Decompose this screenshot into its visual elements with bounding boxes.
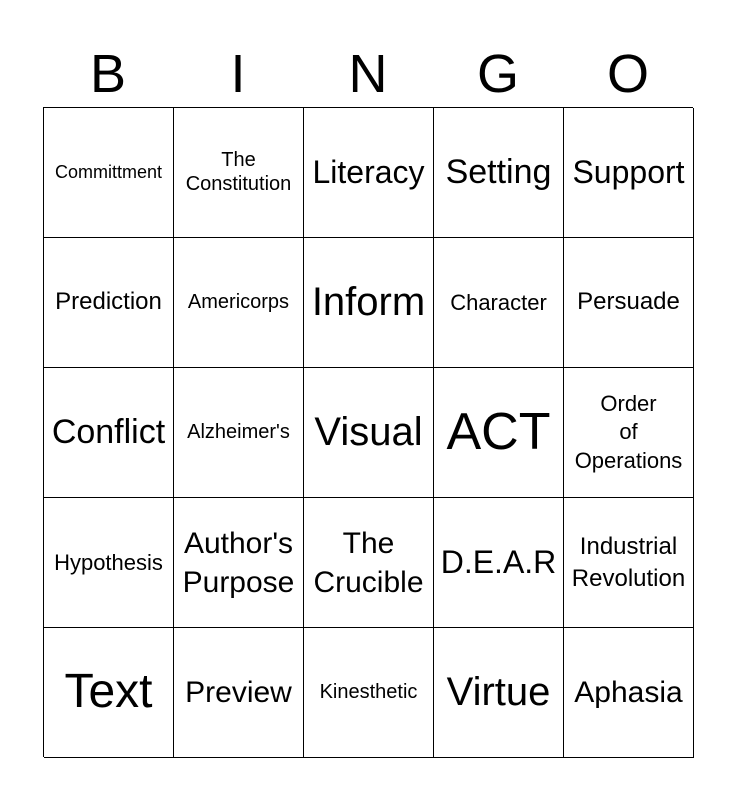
bingo-cell[interactable] xyxy=(304,628,434,758)
bingo-cell[interactable] xyxy=(564,628,694,758)
bingo-cell[interactable] xyxy=(304,368,434,498)
bingo-cell[interactable] xyxy=(434,628,564,758)
bingo-cell[interactable] xyxy=(174,628,304,758)
cell-label: The Crucible xyxy=(313,526,424,599)
bingo-cell[interactable] xyxy=(44,368,174,498)
bingo-cell[interactable] xyxy=(174,108,304,238)
cell-label: Persuade xyxy=(577,288,680,316)
cell-label: The Constitution xyxy=(185,148,292,195)
bingo-cell[interactable] xyxy=(434,108,564,238)
bingo-cell[interactable] xyxy=(304,238,434,368)
bingo-cell[interactable] xyxy=(304,108,434,238)
bingo-cell[interactable] xyxy=(44,108,174,238)
cell-label: Aphasia xyxy=(574,676,683,709)
bingo-cell[interactable] xyxy=(174,498,304,628)
header-letter-b: B xyxy=(89,44,127,104)
cell-label: Industrial Revolution xyxy=(571,533,686,592)
cell-label: Character xyxy=(450,289,547,315)
bingo-cell[interactable] xyxy=(44,628,174,758)
cell-label: Setting xyxy=(445,153,552,192)
bingo-cell[interactable] xyxy=(44,238,174,368)
cell-label: Visual xyxy=(314,409,423,454)
header-letter-i: I xyxy=(230,44,246,104)
bingo-cell[interactable] xyxy=(174,368,304,498)
bingo-cell[interactable] xyxy=(304,498,434,628)
bingo-header xyxy=(43,40,693,108)
cell-label: Author's Purpose xyxy=(182,526,295,599)
cell-label: D.E.A.R xyxy=(440,543,557,580)
bingo-cell[interactable] xyxy=(564,368,694,498)
bingo-cell[interactable] xyxy=(174,238,304,368)
cell-label: Conflict xyxy=(51,413,166,452)
cell-label: Inform xyxy=(311,279,426,324)
cell-label: Alzheimer's xyxy=(187,420,290,443)
header-letter-n: N xyxy=(348,44,388,104)
bingo-cell[interactable] xyxy=(564,498,694,628)
bingo-cell[interactable] xyxy=(44,498,174,628)
cell-label: Committment xyxy=(54,161,162,182)
cell-label: Virtue xyxy=(446,669,551,714)
cell-label: Support xyxy=(572,153,685,190)
bingo-cell[interactable] xyxy=(564,238,694,368)
cell-label: Kinesthetic xyxy=(319,680,418,703)
bingo-board xyxy=(43,107,693,757)
cell-label: Order of Operations xyxy=(574,390,683,473)
cell-label: Prediction xyxy=(55,288,162,316)
cell-label: Hypothesis xyxy=(54,549,163,575)
cell-label: Literacy xyxy=(312,153,425,190)
bingo-cell[interactable] xyxy=(434,498,564,628)
cell-label: ACT xyxy=(446,402,551,461)
bingo-cell[interactable] xyxy=(434,238,564,368)
header-letter-g: G xyxy=(476,44,519,104)
cell-label: Americorps xyxy=(187,290,290,313)
bingo-cell[interactable] xyxy=(564,108,694,238)
cell-label: Preview xyxy=(185,676,292,709)
cell-label: Text xyxy=(64,665,153,719)
bingo-cell[interactable] xyxy=(434,368,564,498)
header-letter-o: O xyxy=(606,44,649,104)
